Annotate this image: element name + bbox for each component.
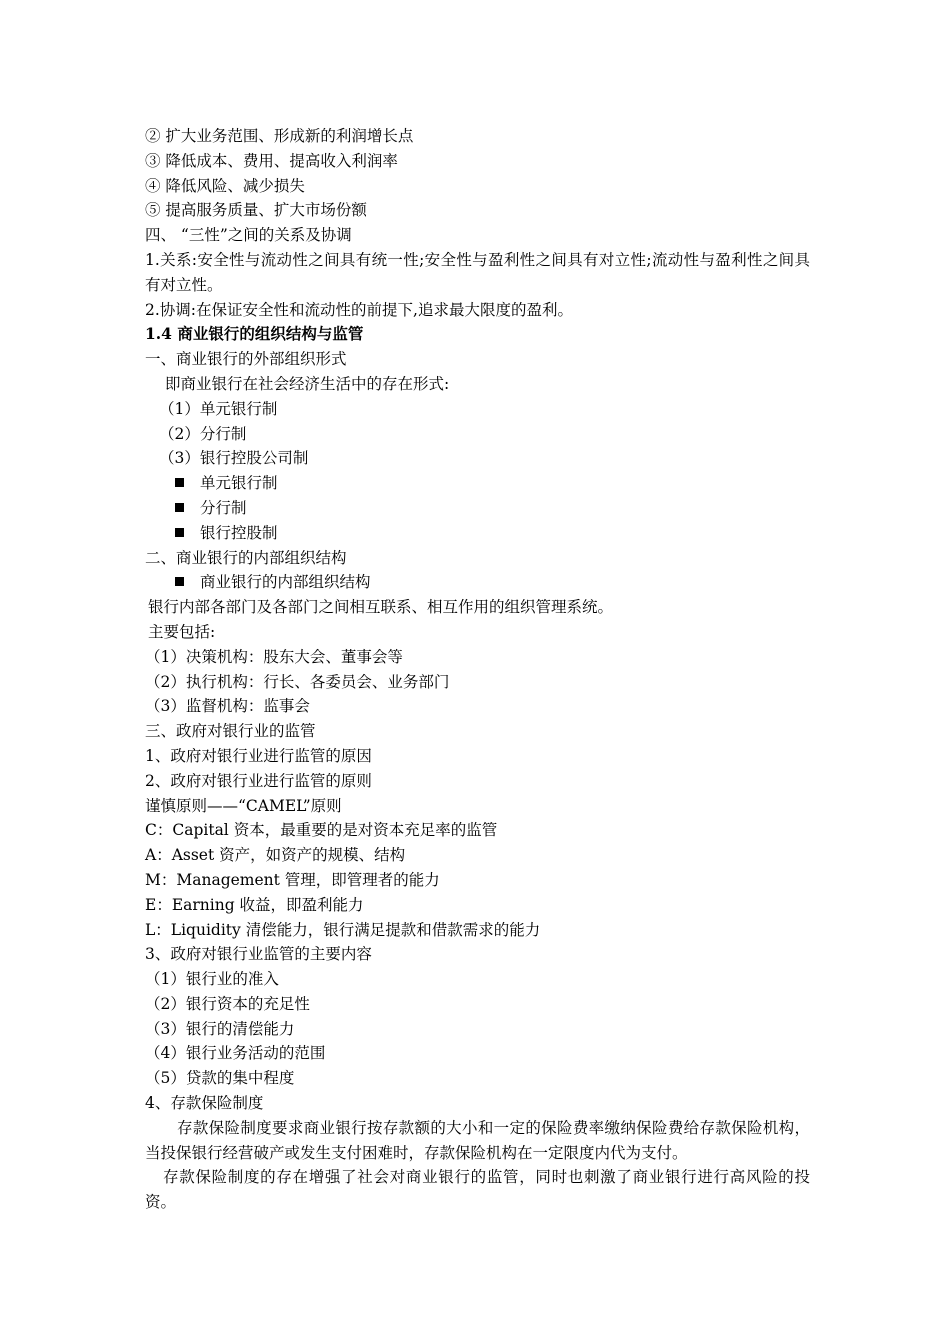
text-line: 4、存款保险制度	[145, 1094, 264, 1113]
list-item: （2）分行制	[159, 424, 247, 443]
list-item: （2）银行资本的充足性	[145, 994, 310, 1013]
square-bullet-icon	[175, 478, 184, 487]
text-line: ④ 降低风险、减少损失	[145, 176, 305, 195]
list-item: （4）银行业务活动的范围	[145, 1044, 326, 1063]
text-line: 谨慎原则——“CAMEL”原则	[145, 796, 342, 815]
section-heading: 四、 “三性”之间的关系及协调	[145, 226, 352, 245]
paragraph: 1.关系:安全性与流动性之间具有统一性;安全性与盈利性之间具有对立性;流动性与盈利性之间具有对立性。	[145, 250, 810, 294]
square-bullet-icon	[175, 503, 184, 512]
text-line: ② 扩大业务范围、形成新的利润增长点	[145, 127, 414, 145]
bullet-text: 单元银行制	[200, 474, 278, 493]
bullet-item	[145, 570, 810, 595]
document-page	[145, 124, 810, 1215]
text-line: ⑤ 提高服务质量、扩大市场份额	[145, 201, 367, 220]
list-item: （2）执行机构：行长、各委员会、业务部门	[145, 672, 450, 691]
paragraph: 存款保险制度的存在增强了社会对商业银行的监管，同时也刺激了商业银行进行高风险的投资。	[145, 1168, 810, 1212]
list-item: （5）贷款的集中程度	[145, 1069, 295, 1088]
text-line: 主要包括:	[148, 622, 216, 641]
text-line: ③ 降低成本、费用、提高收入利润率	[145, 151, 398, 170]
text-line: 3、政府对银行业监管的主要内容	[145, 945, 372, 964]
bullet-text: 商业银行的内部组织结构	[200, 573, 371, 592]
bullet-item	[145, 471, 810, 496]
list-item: （1）决策机构：股东大会、董事会等	[145, 647, 403, 666]
list-item: （1）银行业的准入	[145, 970, 279, 989]
camel-item: A：Asset 资产，如资产的规模、结构	[145, 846, 406, 865]
section-heading: 三、政府对银行业的监管	[145, 722, 316, 741]
square-bullet-icon	[175, 577, 184, 586]
list-item: （3）监督机构：监事会	[145, 697, 310, 716]
bullet-item	[145, 521, 810, 546]
chapter-heading: 1.4 商业银行的组织结构与监管	[145, 324, 364, 344]
text-line: 即商业银行在社会经济生活中的存在形式:	[165, 374, 450, 393]
text-line: 2.协调:在保证安全性和流动性的前提下,追求最大限度的盈利。	[145, 300, 573, 319]
section-heading: 二、商业银行的内部组织结构	[145, 548, 347, 567]
text-line: 2、政府对银行业进行监管的原则	[145, 771, 372, 790]
camel-item: C：Capital 资本，最重要的是对资本充足率的监管	[145, 821, 498, 840]
bullet-text: 银行控股制	[200, 523, 278, 542]
list-item: （1）单元银行制	[159, 399, 278, 418]
list-item: （3）银行的清偿能力	[145, 1019, 295, 1038]
bullet-text: 分行制	[200, 498, 247, 517]
bullet-item	[145, 496, 810, 521]
camel-item: E：Earning 收益，即盈利能力	[145, 895, 364, 914]
section-heading: 一、商业银行的外部组织形式	[145, 350, 347, 369]
text-line: 银行内部各部门及各部门之间相互联系、相互作用的组织管理系统。	[148, 598, 614, 617]
list-item: （3）银行控股公司制	[159, 449, 309, 468]
text-line: 1、政府对银行业进行监管的原因	[145, 746, 372, 765]
paragraph: 存款保险制度要求商业银行按存款额的大小和一定的保险费率缴纳保险费给存款保险机构，当投保银行经营破产或发生支付困难时，存款保险机构在一定限度内代为支付。	[145, 1118, 810, 1162]
camel-item: M：Management 管理，即管理者的能力	[145, 870, 440, 889]
square-bullet-icon	[175, 528, 184, 537]
camel-item: L：Liquidity 清偿能力，银行满足提款和借款需求的能力	[145, 920, 541, 939]
